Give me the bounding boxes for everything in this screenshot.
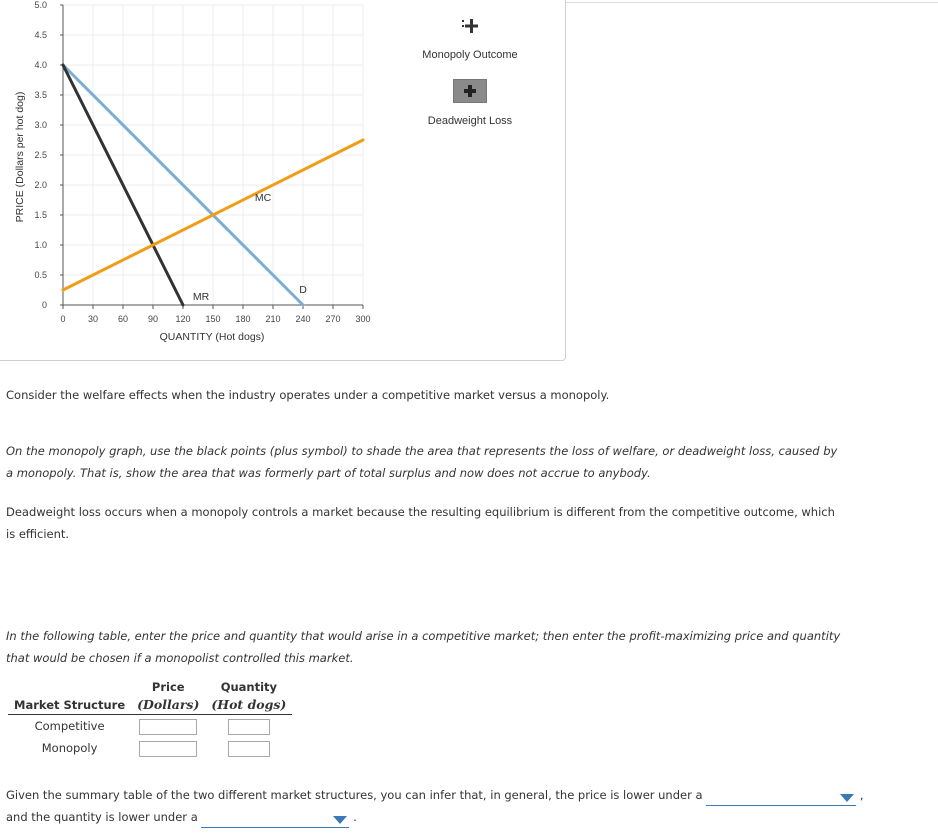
answer-table	[8, 678, 292, 759]
plus-icon	[454, 80, 486, 102]
x-tick-label: 60	[117, 314, 129, 324]
summary-paragraph	[6, 784, 926, 828]
y-tick-label: 2.5	[34, 150, 47, 160]
deadweight-loss-paragraph: Deadweight loss occurs when a monopoly controls a market because the resulting equilibrium is different from the competitive outcome, which is efficient.	[6, 505, 835, 541]
x-tick-label: 120	[175, 314, 191, 324]
row-label-competitive: Competitive	[34, 719, 105, 733]
y-axis-title: PRICE (Dollars per hot dog)	[14, 91, 26, 223]
curve-label-d: D	[299, 284, 307, 296]
x-axis-title: QUANTITY (Hot dogs)	[159, 331, 265, 343]
y-tick-label: 3.5	[34, 90, 47, 100]
chevron-down-icon	[840, 794, 854, 802]
market-structure-header: Market Structure	[8, 696, 131, 715]
graph-panel	[0, 0, 566, 361]
y-tick-label: 3.0	[34, 120, 47, 130]
price-header: Price	[151, 680, 185, 694]
table-instruction-paragraph: In the following table, enter the price and quantity that would arise in a competitive market; then enter the profit-maximizing price and quantity that would be chosen if a monopolist controlled this market.	[6, 629, 841, 665]
y-tick-label: 5.0	[34, 0, 47, 10]
deadweight-loss-button[interactable]	[453, 79, 487, 103]
table-row	[8, 737, 292, 759]
intro-paragraph: Consider the welfare effects when the industry operates under a competitive market versus a monopoly.	[6, 388, 610, 402]
quantity-unit-header: (Hot dogs)	[205, 696, 292, 715]
monopoly-price-input[interactable]	[139, 741, 197, 757]
curve-label-mc: MC	[254, 192, 272, 205]
deadweight-loss-tool[interactable]	[420, 79, 520, 127]
quantity-lower-dropdown[interactable]	[201, 813, 349, 828]
x-tick-label: 150	[205, 314, 221, 324]
y-tick-label: 4.0	[34, 60, 47, 70]
x-tick-label: 270	[325, 314, 341, 324]
y-tick-label: 0.5	[34, 270, 47, 280]
x-tick-label: 240	[295, 314, 311, 324]
x-tick-label: 180	[235, 314, 251, 324]
summary-comma: ,	[859, 788, 864, 802]
top-divider	[565, 2, 938, 3]
monopoly-outcome-label: Monopoly Outcome	[422, 49, 518, 61]
row-label-monopoly: Monopoly	[41, 741, 98, 755]
competitive-quantity-input[interactable]	[228, 719, 270, 735]
y-tick-label: 1.0	[34, 240, 47, 250]
deadweight-loss-label: Deadweight Loss	[427, 115, 513, 127]
price-lower-dropdown[interactable]	[706, 791, 856, 806]
x-tick-label: 0	[60, 314, 66, 324]
summary-text-start: Given the summary table of the two different market structures, you can infer that, in general, the price is lower under a	[6, 788, 703, 802]
instruction-paragraph: On the monopoly graph, use the black points (plus symbol) to shade the area that represents the loss of welfare, or deadweight loss, caused by a monopoly. That is, show the area that was formerly part of total surplus and now does not accrue to anybody.	[6, 444, 838, 480]
quantity-header: Quantity	[220, 680, 278, 694]
monopoly-quantity-input[interactable]	[228, 741, 270, 757]
summary-period: .	[353, 810, 357, 824]
monopoly-outcome-tool[interactable]	[420, 16, 520, 61]
summary-text-mid: and the quantity is lower under a	[6, 810, 198, 824]
curve-label-mr: MR	[192, 291, 210, 303]
competitive-price-input[interactable]	[139, 719, 197, 735]
price-unit-header: (Dollars)	[131, 696, 205, 715]
chevron-down-icon	[333, 816, 347, 824]
x-tick-label: 30	[87, 314, 99, 324]
monopoly-outcome-button[interactable]	[420, 16, 520, 38]
plus-dots-icon	[458, 16, 482, 36]
y-tick-label: 0	[41, 300, 47, 310]
x-tick-label: 300	[355, 314, 371, 324]
x-tick-label: 210	[265, 314, 281, 324]
x-tick-label: 90	[147, 314, 159, 324]
y-tick-label: 2.0	[34, 180, 47, 190]
y-tick-label: 1.5	[34, 210, 47, 220]
table-row	[8, 715, 292, 738]
y-tick-label: 4.5	[34, 30, 47, 40]
